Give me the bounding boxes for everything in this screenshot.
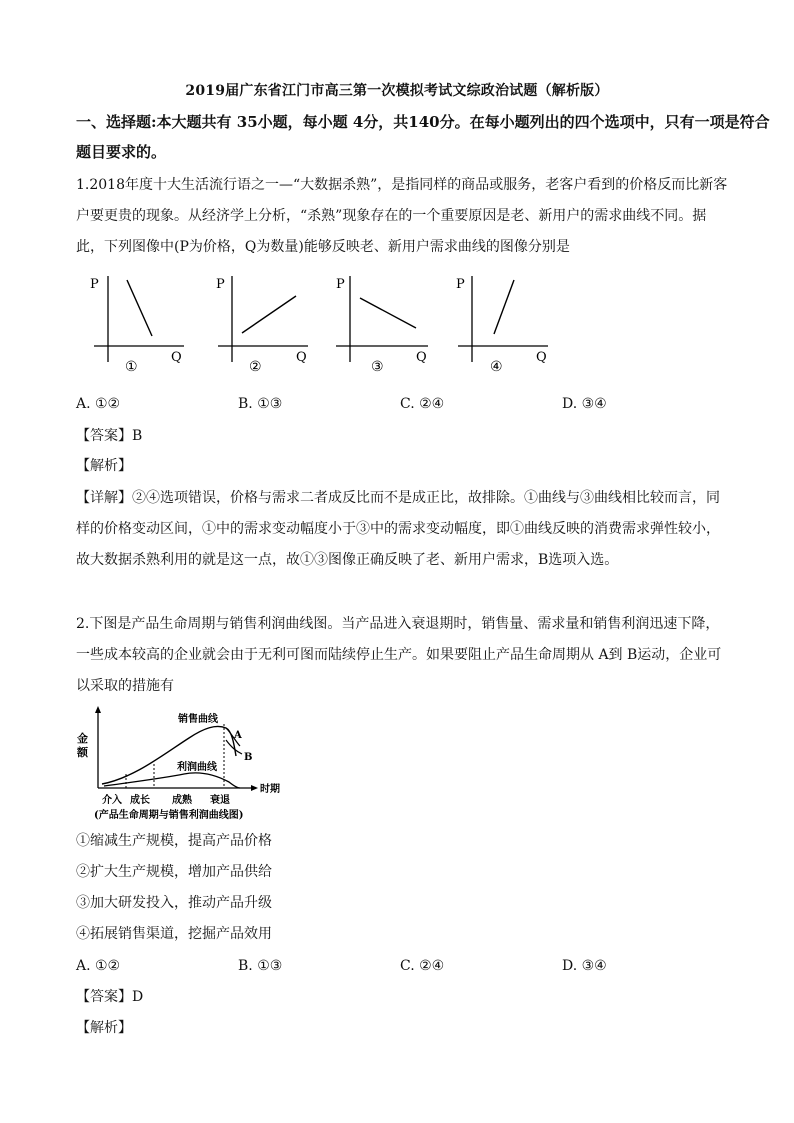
q2-measure-2: ②扩大生产规模，增加产品供给 (76, 864, 272, 880)
q1-graph-3 (330, 268, 440, 380)
q1-graph-3-number: ③ (371, 359, 384, 375)
q2-measure-4: ④拓展销售渠道，挖掘产品效用 (76, 926, 272, 942)
q1-graph-2 (210, 268, 320, 380)
q2-profit-curve (104, 773, 240, 788)
q1-graph-1-number: ① (125, 359, 138, 375)
q1-graph-4-q-label: Q (536, 350, 547, 365)
q2-option-a: A. ①② (76, 958, 121, 974)
q2-chart-stage-2: 成长 (130, 795, 150, 806)
q2-option-c: C. ②④ (400, 958, 445, 974)
q1-detail-line-1: 【详解】②④选项错误，价格与需求二者成反比而不是成正比，故排除。①曲线与③曲线相比较而言，同 (76, 490, 720, 506)
q2-chart-x-label: 时期 (260, 784, 280, 795)
q2-chart-point-b: B (244, 752, 253, 763)
q2-stem-line-2: 一些成本较高的企业就会由于无利可图而陆续停止生产。如果要阻止产品生命周期从 A到 B运动，企业可 (76, 647, 722, 663)
q2-chart-caption: (产品生命周期与销售利润曲线图) (94, 810, 244, 821)
q2-stem-line-3: 以采取的措施有 (76, 678, 174, 694)
q2-chart-stage-4: 衰退 (210, 795, 230, 806)
q2-chart-profit-label: 利润曲线 (177, 762, 217, 773)
q1-graph-2-number: ② (249, 359, 262, 375)
q1-option-c: C. ②④ (400, 396, 445, 412)
q2-chart-y-label-1: 金 (77, 732, 88, 745)
q1-graph-1 (84, 268, 194, 380)
q2-analysis-label: 【解析】 (76, 1020, 132, 1036)
q1-answer: 【答案】B (76, 428, 143, 444)
q2-chart-sales-label: 销售曲线 (178, 714, 218, 725)
q1-graph-3-q-label: Q (416, 350, 427, 365)
q1-detail-line-2: 样的价格变动区间，①中的需求变动幅度小于③中的需求变动幅度，即①曲线反映的消费需求弹性较小， (76, 521, 720, 537)
section-heading-line-2: 题目要求的。 (76, 143, 167, 161)
q1-stem-line-1: 1.2018年度十大生活流行语之一—“大数据杀熟”，是指同样的商品或服务，老客户看到的价格反而比新客 (76, 177, 728, 193)
q1-graph-1-q-label: Q (171, 350, 182, 365)
q1-option-d: D. ③④ (562, 396, 607, 412)
q2-stem-line-1: 2.下图是产品生命周期与销售利润曲线图。当产品进入衰退期时，销售量、需求量和销售利润迅速下降， (76, 616, 720, 632)
q2-measure-3: ③加大研发投入，推动产品升级 (76, 895, 272, 911)
q1-analysis-label: 【解析】 (76, 458, 132, 474)
q2-measure-1: ①缩减生产规模，提高产品价格 (76, 833, 272, 849)
q1-graph-4 (450, 268, 560, 380)
q2-sales-curve (102, 726, 236, 784)
q1-detail-line-3: 故大数据杀熟利用的就是这一点，故①③图像正确反映了老、新用户需求，B选项入选。 (76, 552, 619, 568)
q2-option-b: B. ①③ (238, 958, 283, 974)
q1-option-a: A. ①② (76, 396, 121, 412)
q1-graph-1-p-label: P (90, 277, 99, 292)
q2-chart-stage-1: 介入 (102, 795, 122, 806)
q2-chart-point-a: A (234, 730, 242, 741)
q2-option-d: D. ③④ (562, 958, 607, 974)
q1-option-b: B. ①③ (238, 396, 283, 412)
q2-chart-stage-3: 成熟 (172, 795, 192, 806)
q2-answer: 【答案】D (76, 989, 144, 1005)
page-title: 2019届广东省江门市高三第一次模拟考试文综政治试题（解析版） (185, 83, 609, 99)
q2-life-cycle-chart (74, 704, 286, 824)
q1-graph-2-q-label: Q (296, 350, 307, 365)
q2-chart-y-label-2: 额 (77, 746, 88, 759)
q1-graph-3-p-label: P (336, 277, 345, 292)
q1-graph-2-p-label: P (216, 277, 225, 292)
q1-stem-line-2: 户要更贵的现象。从经济学上分析，“杀熟”现象存在的一个重要原因是老、新用户的需求曲线不同。据 (76, 208, 707, 224)
q1-graph-4-p-label: P (456, 277, 465, 292)
q1-stem-line-3: 此，下列图像中(P为价格，Q为数量)能够反映老、新用户需求曲线的图像分别是 (76, 239, 570, 255)
section-heading-line-1: 一、选择题:本大题共有 35小题，每小题 4分，共140分。在每小题列出的四个选项中，只有一项是符合 (76, 113, 770, 131)
q1-graph-4-number: ④ (490, 359, 503, 375)
